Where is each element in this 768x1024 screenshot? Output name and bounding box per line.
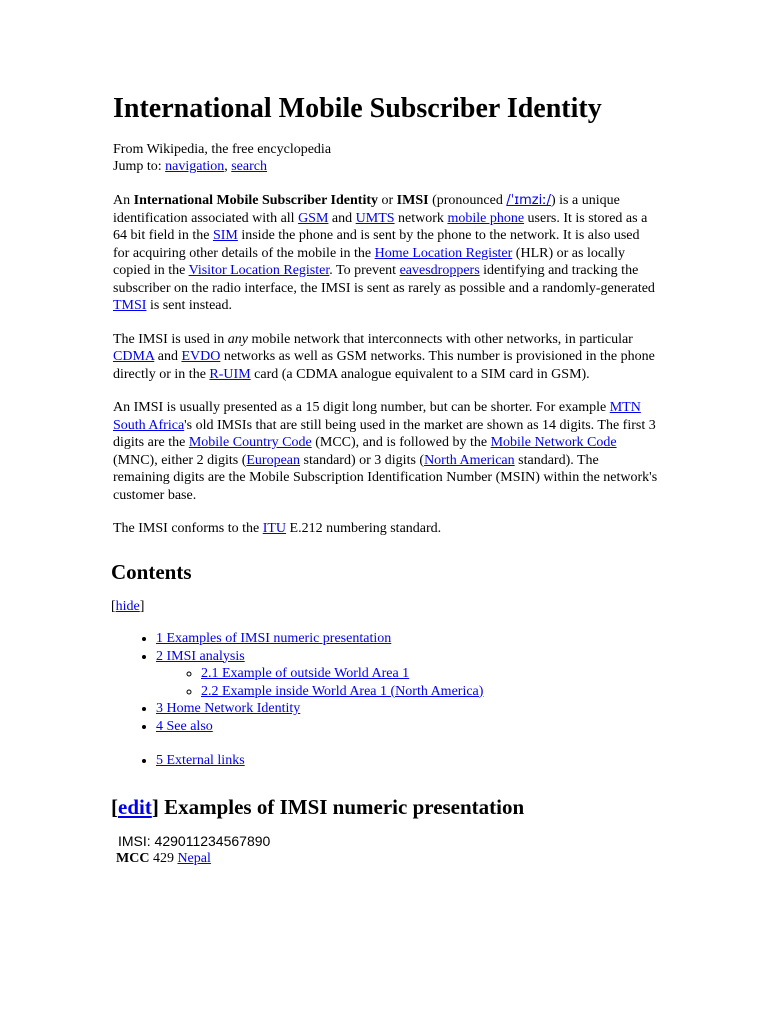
toc-link-inside-area[interactable]: 2.2 Example inside World Area 1 (North America) — [201, 683, 484, 699]
toc-item — [156, 700, 658, 718]
text: mobile network that interconnects with other networks, in particular — [247, 331, 633, 347]
hide-toc-link[interactable]: hide — [115, 598, 140, 614]
bold-term: International Mobile Subscriber Identity — [133, 193, 378, 208]
text: ) is a unique identification associated with all — [113, 193, 620, 226]
bracket: ] — [139, 598, 145, 614]
section-heading-text: Examples of IMSI numeric presentation — [158, 794, 525, 819]
mcc-label: MCC — [116, 851, 150, 866]
page-title: International Mobile Subscriber Identity — [113, 93, 602, 124]
networks-paragraph — [113, 331, 658, 384]
toc-link-see-also[interactable]: 4 See also — [156, 718, 213, 734]
bold-term: IMSI — [396, 193, 429, 208]
north-american-link[interactable]: North American — [424, 452, 515, 468]
toc-link-imsi-analysis[interactable]: 2 IMSI analysis — [156, 648, 245, 664]
european-link[interactable]: European — [246, 452, 301, 468]
hlr-link[interactable]: Home Location Register — [374, 245, 513, 261]
article-content — [113, 92, 658, 868]
bracket: ] — [151, 794, 159, 819]
mobile-network-code-link[interactable]: Mobile Network Code — [490, 435, 617, 450]
from-wikipedia: From Wikipedia, the free encyclopedia — [113, 142, 332, 157]
ruim-link[interactable]: R-UIM — [209, 366, 251, 382]
edit-link[interactable]: edit — [118, 794, 152, 819]
text: The IMSI is used in — [113, 331, 228, 347]
evdo-link[interactable]: EVDO — [181, 349, 221, 364]
navigation-link[interactable]: navigation — [165, 159, 225, 174]
toc-link-external-links[interactable]: 5 External links — [156, 753, 245, 768]
text: identifying and tracking the subscriber on the radio interface, the IMSI is sent as rarely as possible and a randomly-generated — [113, 263, 655, 296]
text: (HLR) or as locally copied in the — [113, 245, 626, 278]
mtn-south-africa-link[interactable]: MTN South Africa — [113, 400, 641, 433]
text: or — [378, 193, 397, 208]
toc-link-outside-area[interactable]: 2.1 Example of outside World Area 1 — [201, 666, 410, 681]
toc-subitem — [201, 683, 658, 701]
toc-item — [156, 752, 658, 770]
italic-term: any — [227, 331, 248, 347]
text: networks as well as GSM networks. This number is provisioned in the phone directly or in the — [113, 349, 655, 382]
nepal-link[interactable]: Nepal — [177, 851, 211, 866]
mcc-value: 429 — [149, 851, 178, 866]
toc-toggle — [111, 598, 658, 616]
itu-paragraph — [113, 520, 658, 538]
bracket: [ — [111, 794, 118, 819]
cdma-link[interactable]: CDMA — [113, 349, 155, 364]
tmsi-link[interactable]: TMSI — [113, 298, 147, 313]
text: inside the phone and is sent by the phone to the network. It is also used for acquiring other details of the mobile in the — [113, 228, 640, 261]
text: 's old IMSIs that are still being used in the market are shown as 14 digits. The first 3 digits are the — [113, 417, 656, 450]
text: (MNC), either 2 digits ( — [113, 452, 247, 468]
mobile-phone-link[interactable]: mobile phone — [447, 210, 525, 226]
text: and — [328, 210, 356, 226]
text: standard) or 3 digits ( — [300, 452, 425, 468]
mobile-country-code-link[interactable]: Mobile Country Code — [188, 435, 312, 450]
jump-separator: , — [224, 159, 232, 174]
mcc-line — [116, 850, 658, 868]
itu-link[interactable]: ITU — [262, 521, 287, 536]
bracket: [ — [111, 598, 116, 614]
jump-to-label: Jump to: — [113, 159, 166, 174]
text: card (a CDMA analogue equivalent to a SIM card in GSM). — [250, 366, 590, 382]
ipa-link[interactable]: /ˈɪmziː/ — [506, 193, 551, 208]
format-paragraph — [113, 399, 658, 504]
toc-link-home-network[interactable]: 3 Home Network Identity — [156, 701, 301, 716]
text: network — [394, 210, 448, 226]
text: The IMSI conforms to the — [113, 521, 263, 536]
text: (pronounced — [428, 193, 507, 208]
gsm-link[interactable]: GSM — [298, 210, 329, 226]
jump-to — [113, 158, 658, 175]
text: E.212 numbering standard. — [286, 521, 442, 536]
umts-link[interactable]: UMTS — [355, 210, 395, 226]
toc-sublist — [156, 665, 658, 700]
text: and — [154, 349, 182, 364]
toc-item — [156, 648, 658, 701]
text: is sent instead. — [146, 298, 232, 313]
toc-list — [113, 630, 658, 770]
imsi-example: IMSI: 429011234567890 — [118, 832, 271, 849]
text: An IMSI is usually presented as a 15 digit long number, but can be shorter. For example — [113, 400, 610, 415]
contents-heading: Contents — [111, 559, 192, 584]
site-sub — [113, 141, 658, 175]
toc-item — [156, 718, 658, 736]
vlr-link[interactable]: Visitor Location Register — [188, 263, 330, 278]
sim-link[interactable]: SIM — [212, 228, 238, 243]
text: . To prevent — [329, 263, 400, 278]
text: standard). The remaining digits are the Mobile Subscription Identification Number (MSIN) within the network's customer base. — [113, 452, 658, 503]
text: users. It is stored as a 64 bit field in the — [113, 210, 648, 243]
intro-paragraph — [113, 192, 658, 315]
search-link[interactable]: search — [231, 159, 267, 174]
toc-link-examples[interactable]: 1 Examples of IMSI numeric presentation — [156, 631, 392, 646]
text: (MCC), and is followed by the — [311, 435, 491, 450]
toc-subitem — [201, 665, 658, 683]
toc-item — [156, 630, 658, 648]
text: An — [113, 193, 134, 208]
eavesdroppers-link[interactable]: eavesdroppers — [399, 263, 480, 278]
section-heading-examples — [111, 794, 658, 820]
